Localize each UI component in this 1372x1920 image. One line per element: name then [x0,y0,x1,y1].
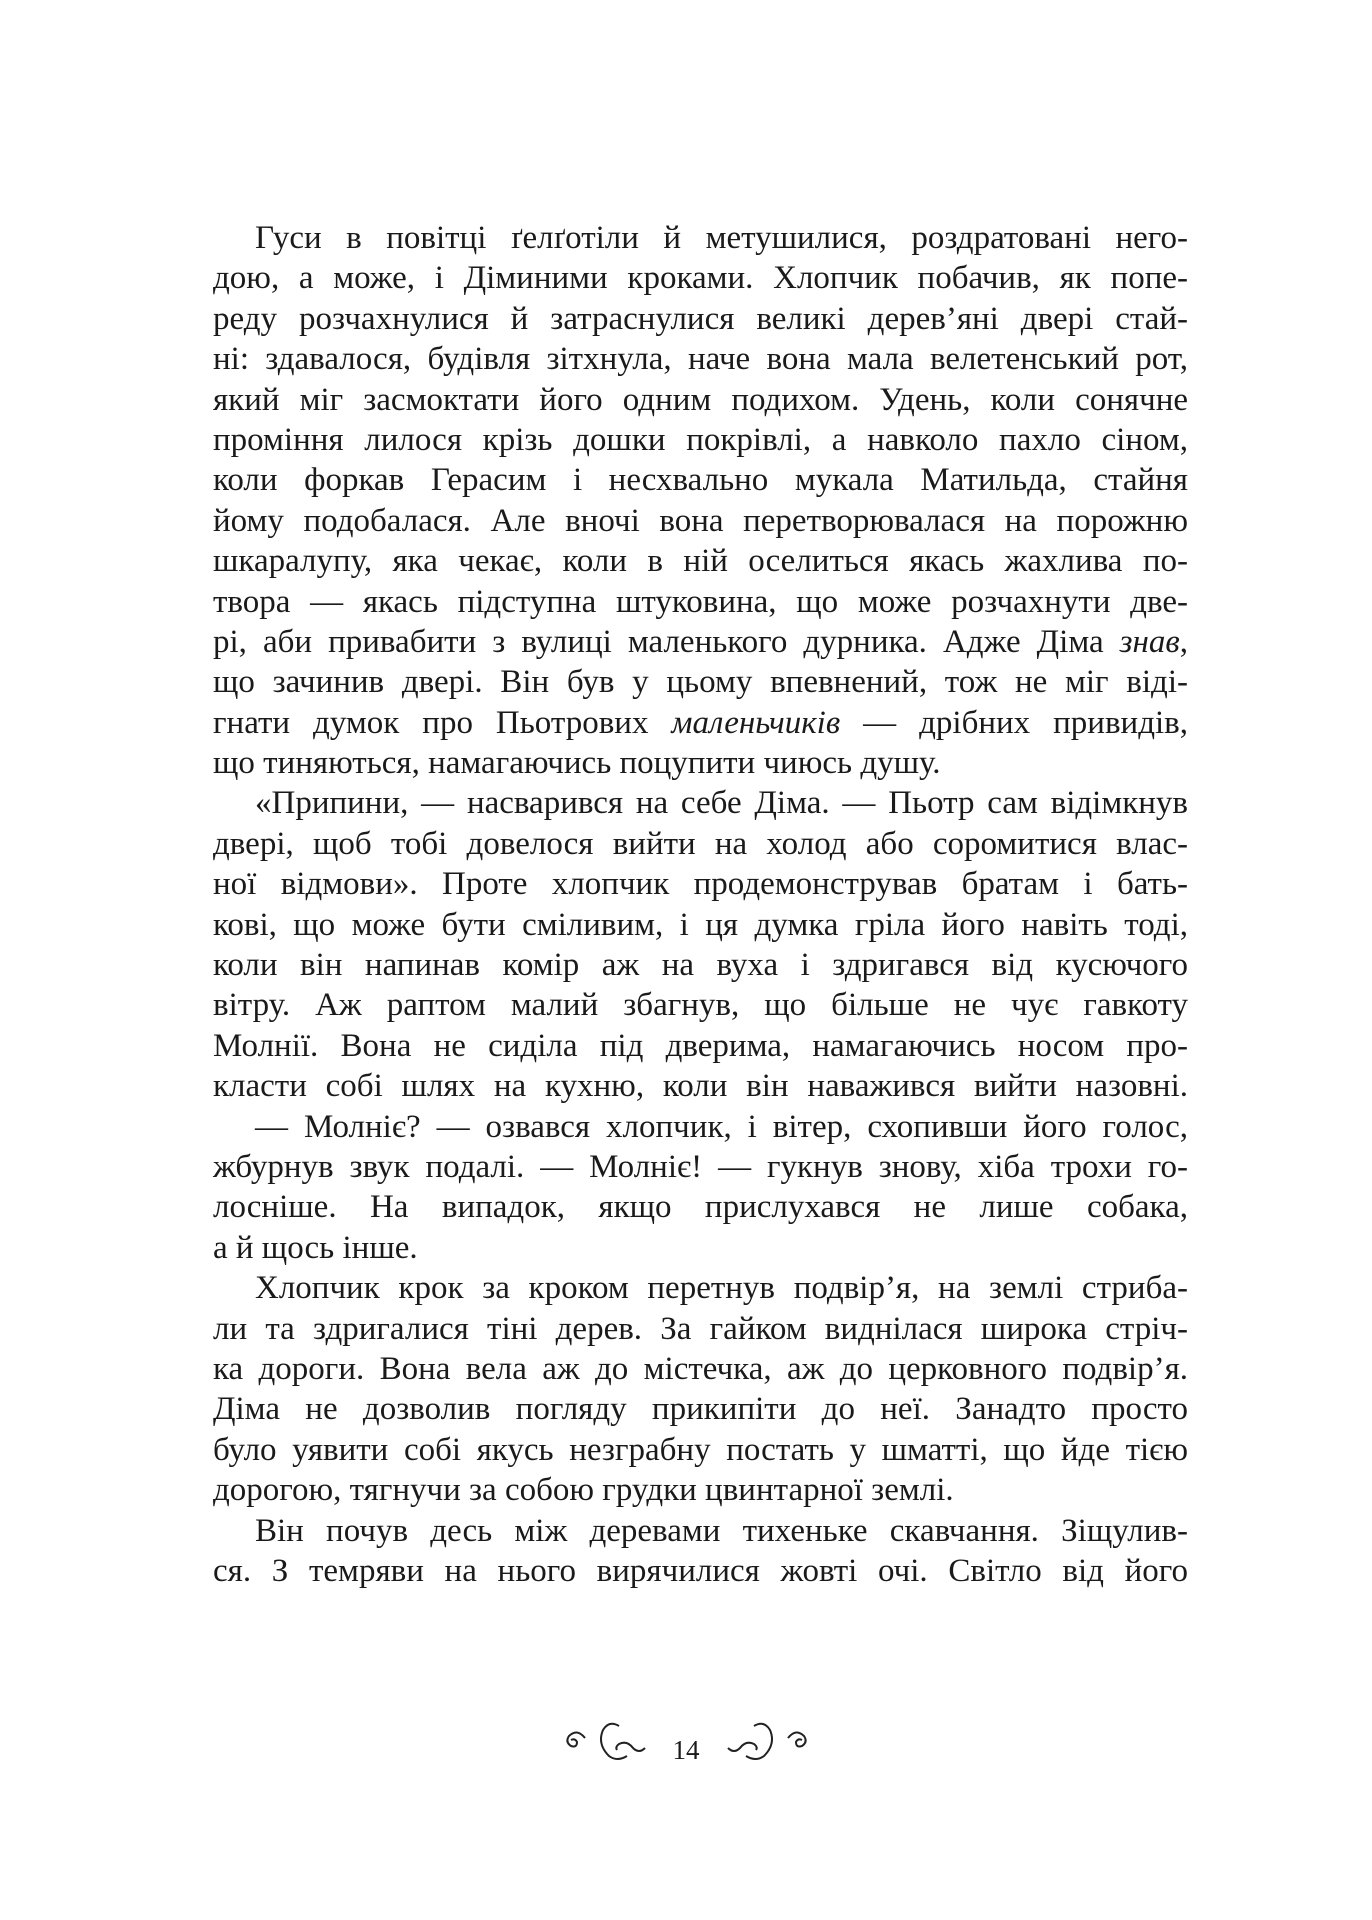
text-segment: коли він напинав комір аж на вуха і здригався від кусючого [213,947,1188,984]
text-segment: — дрібних привидів, [840,704,1189,741]
text-line [213,1066,1188,1106]
text-segment: ної відмови». Проте хлопчик продемонстрував братам і бать- [213,866,1188,903]
text-line [213,420,1188,460]
text-line [213,218,1188,258]
text-segment: гнати думок про Пьотрових [213,704,672,741]
text-line [213,258,1188,298]
text-segment: — Молніє? — озвався хлопчик, і вітер, схопивши його голос, [255,1108,1188,1145]
text-segment: жбурнув звук подалі. — Молніє! — гукнув знову, хіба трохи го- [213,1148,1188,1185]
text-segment: реду розчахнулися й затраснулися великі дерев’яні двері стай- [213,300,1188,337]
text-segment: дорогою, тягнучи за собою грудки цвинтарної землі. [213,1472,954,1509]
text-segment: що зачинив двері. Він був у цьому впевнений, тож не міг віді- [213,664,1188,701]
text-line [213,985,1188,1025]
text-segment: проміння лилося крізь дошки покрівлі, а навколо пахло сіном, [213,421,1188,458]
text-line [213,1389,1188,1429]
text-segment: рі, аби привабити з вулиці маленького дурника. Адже Діма [213,623,1120,660]
text-segment: , [1179,623,1188,660]
text-line [213,703,1188,743]
text-line [213,380,1188,420]
text-segment: Хлопчик крок за кроком перетнув подвір’я, на землі стриба- [255,1270,1188,1307]
text-segment: Він почув десь між деревами тихеньке скавчання. Зіщулив- [255,1512,1188,1549]
text-segment: Діма не дозволив погляду прикипіти до неї. Занадто просто [213,1391,1188,1428]
text-segment: ся. З темряви на нього вирячилися жовті очі. Світло від його [213,1552,1188,1589]
text-line [213,1228,1188,1268]
page-number: 14 [672,1734,700,1765]
text-segment: Молнії. Вона не сиділа під дверима, намагаючись носом про- [213,1027,1188,1064]
text-line [213,339,1188,379]
text-segment: двері, щоб тобі довелося вийти на холод або соромитися влас- [213,825,1188,862]
text-line [213,1187,1188,1227]
text-segment: дою, а може, і Діминими кроками. Хлопчик побачив, як попе- [213,260,1188,297]
text-line [213,622,1188,662]
text-line [213,1430,1188,1470]
text-line [213,1349,1188,1389]
text-segment: йому подобалася. Але вночі вона перетворювалася на порожню [213,502,1188,539]
text-line [213,783,1188,823]
text-line [213,1268,1188,1308]
text-line [213,1107,1188,1147]
text-line [213,743,1188,783]
text-line [213,299,1188,339]
text-segment: ли та здригалися тіні дерев. За гайком виднілася широка стріч- [213,1310,1188,1347]
text-segment: коли форкав Герасим і несхвально мукала Матильда, стайня [213,462,1188,499]
text-segment: ні: здавалося, будівля зітхнула, наче вона мала велетенський рот, [213,341,1188,378]
text-line [213,460,1188,500]
text-line [213,1551,1188,1591]
italic-emphasis: маленьчиків [671,704,841,741]
text-line [213,1470,1188,1510]
text-line [213,945,1188,985]
text-line [213,905,1188,945]
text-segment: було уявити собі якусь незграбну постать у шматті, що йде тією [213,1431,1188,1468]
text-line [213,582,1188,622]
text-segment: «Припини, — насварився на себе Діма. — Пьотр сам відімкнув [255,785,1188,822]
text-line [213,501,1188,541]
italic-emphasis: знав [1119,623,1180,660]
text-line [213,1511,1188,1551]
text-segment: вітру. Аж раптом малий збагнув, що більше не чує гавкоту [213,987,1188,1024]
text-line [213,1026,1188,1066]
text-line [213,864,1188,904]
text-segment: а й щось інше. [213,1229,418,1266]
text-segment: що тиняються, намагаючись поцупити чиюсь душу. [213,745,941,782]
text-line [213,541,1188,581]
text-segment: Гуси в повітці ґелґотіли й метушилися, роздратовані него- [255,220,1188,256]
text-segment: класти собі шлях на кухню, коли він наважився вийти назовні. [213,1068,1188,1105]
text-segment: лосніше. На випадок, якщо прислухався не лише собака, [213,1189,1188,1226]
page-footer [0,1718,1372,1768]
text-line [213,1147,1188,1187]
text-segment: твора — якась підступна штуковина, що може розчахнути две- [213,583,1188,620]
right-flourish-ornament-icon [718,1718,828,1768]
text-segment: ка дороги. Вона вела аж до містечка, аж до церковного подвір’я. [213,1350,1188,1387]
text-segment: який міг засмоктати його одним подихом. Удень, коли сонячне [213,381,1188,418]
text-line [213,824,1188,864]
text-line [213,1309,1188,1349]
left-flourish-ornament-icon [545,1718,655,1768]
text-segment: шкаралупу, яка чекає, коли в ній оселиться якась жахлива по- [213,543,1188,580]
page-body-text [213,218,1188,1591]
text-line [213,662,1188,702]
text-segment: кові, що може бути сміливим, і ця думка гріла його навіть тоді, [213,906,1188,943]
